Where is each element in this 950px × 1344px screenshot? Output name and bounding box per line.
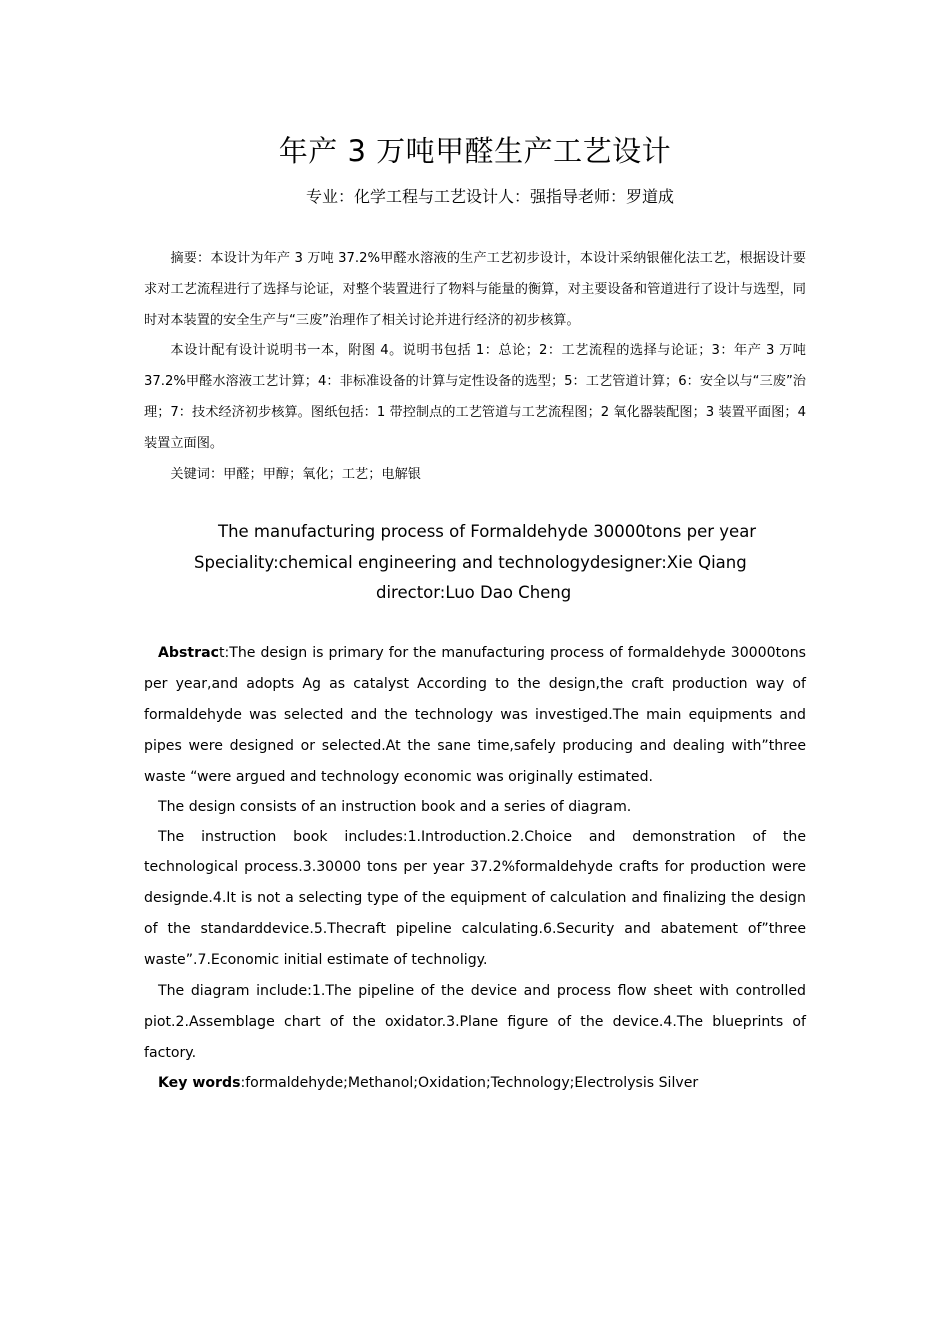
english-director: director:Luo Dao Cheng	[376, 583, 572, 602]
chinese-abstract-paragraph: 摘要：本设计为年产 3 万吨 37.2%甲醛水溶液的生产工艺初步设计，本设计采纳银催化法工艺，根据设计要求对工艺流程进行了选择与论证，对整个装置进行了物料与能量的衡算，对主要设备和管道进行了设计与选型，同时对本装置的安全生产与“三废”治理作了相关讨论并进行经济的初步核算。	[144, 251, 806, 328]
english-keywords	[144, 1069, 806, 1098]
english-speciality-designer: Speciality:chemical engineering and technologydesigner:Xie Qiang	[194, 552, 747, 572]
chinese-byline: 专业：化学工程与工艺设计人：强指导老师：罗道成	[305, 187, 674, 206]
chinese-abstract-contents-paragraph: 本设计配有设计说明书一本，附图 4。说明书包括 1：总论；2：工艺流程的选择与论证；3：年产 3 万吨 37.2%甲醛水溶液工艺计算；4：非标准设备的计算与定性设备的选型；5：工艺管道计算；6：安全以与“三废”治理；7：技术经济初步核算。图纸包括：1 带控制点的工艺管道与工艺流程图；2 氧化器装配图；3 装置平面图；4 装置立面图。	[144, 343, 806, 451]
chinese-abstract	[144, 244, 806, 490]
english-design-paragraph: The design consists of an instruction book and a series of diagram.	[158, 798, 632, 815]
chinese-keywords: 关键词：甲醛；甲醇；氧化；工艺；电解银	[170, 466, 421, 482]
english-instruction-paragraph: The instruction book includes:1.Introduction.2.Choice and demonstration of the technological process.3.30000 tons per year 37.2%formaldehyde crafts for production were designde.4.It is not a selecting type of the equipment of calculation and finalizing the design of the standarddevice.5.Thecraft pipeline calculating.6.Security and abatement of”three waste”.7.Economic initial estimate of technoligy.	[144, 828, 806, 969]
english-abstract-paragraph	[144, 638, 806, 793]
abstract-label: Abstrac	[158, 645, 219, 661]
keywords-text: :formaldehyde;Methanol;Oxidation;Technology;Electrolysis Silver	[240, 1074, 699, 1091]
keywords-label: Key words	[158, 1074, 241, 1091]
chinese-title: 年产 3 万吨甲醛生产工艺设计	[278, 134, 672, 168]
abstract-text: t:The design is primary for the manufacturing process of formaldehyde 30000tons per year,and adopts Ag as catalyst According to the design,the craft production way of formaldehyde was selected and the technology was investiged.The main equipments and pipes were designed or selected.At the sane time,safely producing and dealing with”three waste “were argued and technology economic was originally estimated.	[144, 645, 806, 785]
english-abstract	[144, 638, 806, 1098]
english-title-block	[0, 517, 950, 609]
english-diagram-paragraph: The diagram include:1.The pipeline of the device and process flow sheet with controlled piot.2.Assemblage chart of the oxidator.3.Plane figure of the device.4.The blueprints of factory.	[144, 983, 806, 1061]
english-title: The manufacturing process of Formaldehyde 30000tons per year	[218, 522, 757, 541]
